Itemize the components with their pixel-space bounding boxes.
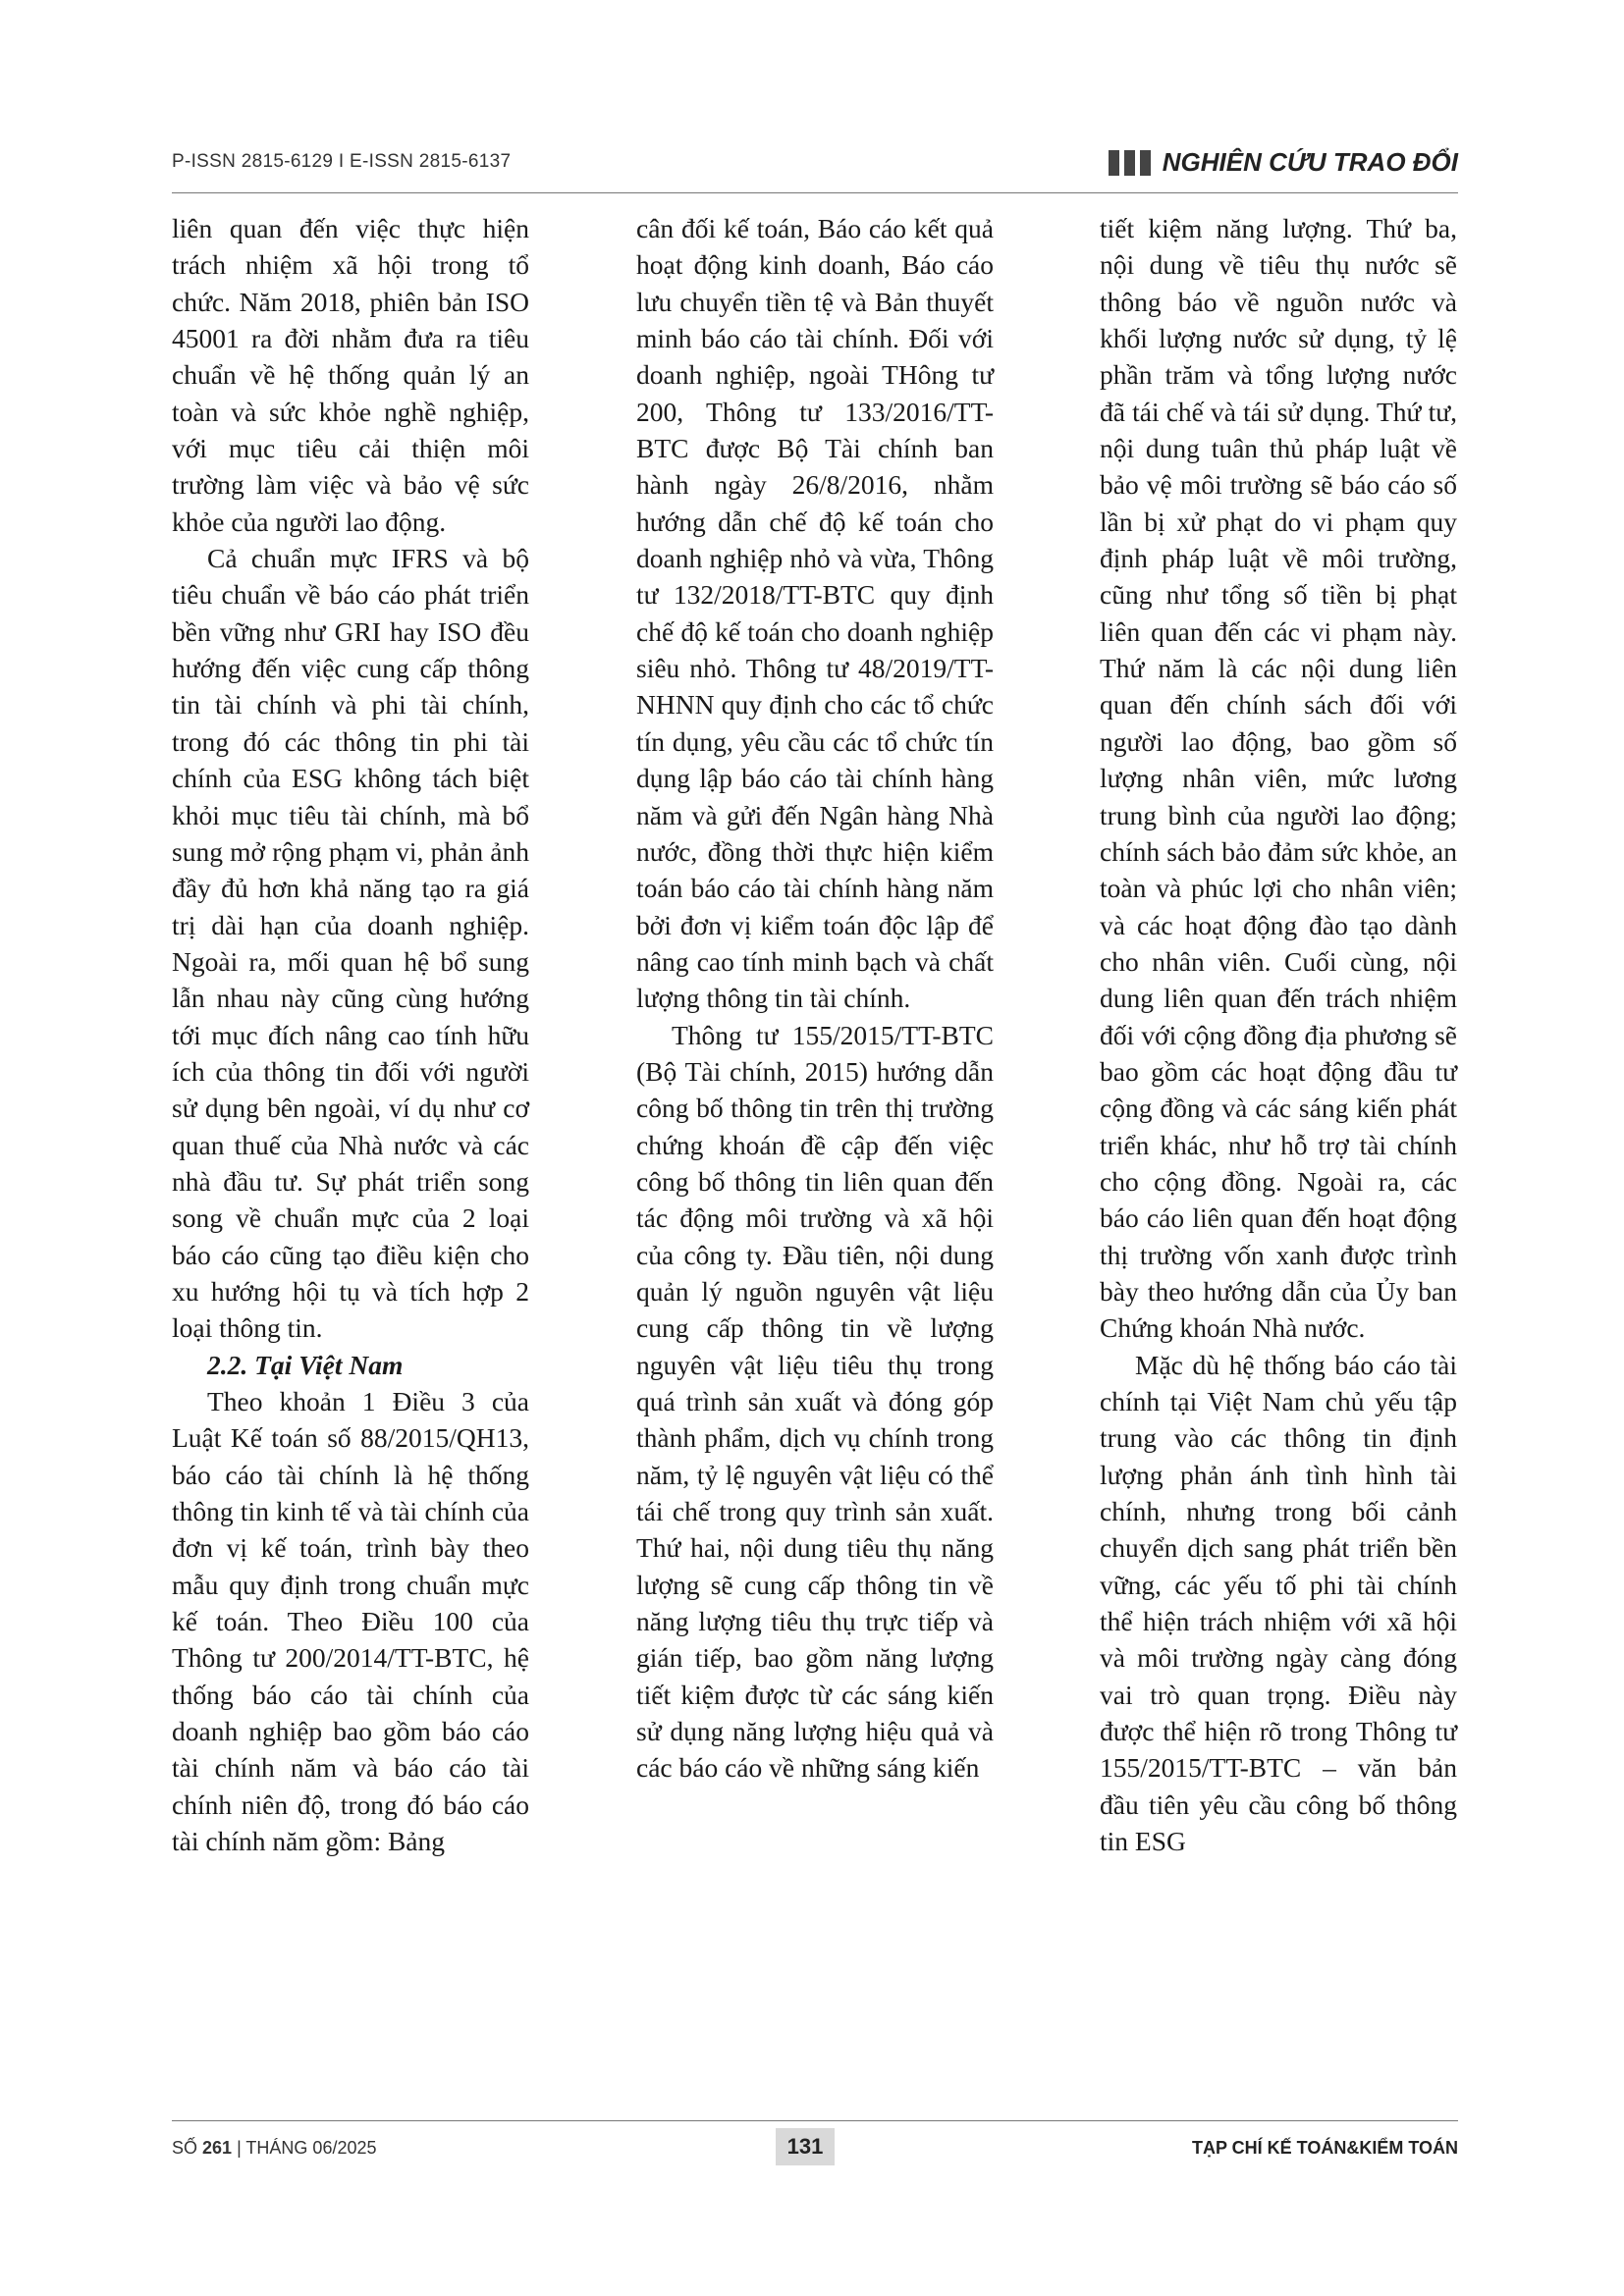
paragraph: Theo khoản 1 Điều 3 của Luật Kế toán số 88/2015/QH13, báo cáo tài chính là hệ thống thông tin kinh tế và tài chính của đơn vị kế toán, trình bày theo mẫu quy định trong chuẩn mực kế toán. Theo Điều 100 của Thông tư 200/2014/TT-BTC, hệ thống báo cáo tài chính của doanh nghiệp bao gồm báo cáo tài chính năm và báo cáo tài chính niên độ, trong đó báo cáo tài chính năm gồm: Bảng xyxy=(172,1386,529,1857)
paragraph: Cả chuẩn mực IFRS và bộ tiêu chuẩn về báo cáo phát triển bền vững như GRI hay ISO đều hướng đến việc cung cấp thông tin tài chính và phi tài chính, trong đó các thông tin phi tài chính của ESG không tách biệt khỏi mục tiêu tài chính, mà bổ sung mở rộng phạm vi, phản ảnh đầy đủ hơn khả năng tạo ra giá trị dài hạn của doanh nghiệp. Ngoài ra, mối quan hệ bổ sung lẫn nhau này cũng cùng hướng tới mục đích nâng cao tính hữu ích của thông tin đối với người sử dụng bên ngoài, ví dụ như cơ quan thuế của Nhà nước và các nhà đầu tư. Sự phát triển song song về chuẩn mực của 2 loại báo cáo cũng tạo điều kiện cho xu hướng hội tụ và tích hợp 2 loại thông tin. xyxy=(172,543,529,1344)
paragraph: cân đối kế toán, Báo cáo kết quả hoạt động kinh doanh, Báo cáo lưu chuyển tiền tệ và Bản thuyết minh báo cáo tài chính. Đối với doanh nghiệp, ngoài THông tư 200, Thông tư 133/2016/TT-BTC được Bộ Tài chính ban hành ngày 26/8/2016, nhằm hướng dẫn chế độ kế toán cho doanh nghiệp nhỏ và vừa, Thông tư 132/2018/TT-BTC quy định chế độ kế toán cho doanh nghiệp siêu nhỏ. Thông tư 48/2019/TT-NHNN quy định cho các tổ chức tín dụng, yêu cầu các tổ chức tín dụng lập báo cáo tài chính hàng năm và gửi đến Ngân hàng Nhà nước, đồng thời thực hiện kiểm toán báo cáo tài chính hàng năm bởi đơn vị kiểm toán độc lập để nâng cao tính minh bạch và chất lượng thông tin tài chính. xyxy=(636,213,994,1014)
column-1 xyxy=(172,210,529,1859)
header-divider xyxy=(172,192,1458,193)
column-3 xyxy=(1100,210,1457,1859)
section-label xyxy=(1109,147,1458,178)
issue-prefix: SỐ xyxy=(172,2138,198,2158)
page-footer xyxy=(172,2128,1458,2167)
paragraph: tiết kiệm năng lượng. Thứ ba, nội dung về tiêu thụ nước sẽ thông báo về nguồn nước và khối lượng nước sử dụng, tỷ lệ phần trăm và tổng lượng nước đã tái chế và tái sử dụng. Thứ tư, nội dung tuân thủ pháp luật về bảo vệ môi trường sẽ báo cáo số lần bị xử phạt do vi phạm quy định pháp luật về môi trường, cũng như tổng số tiền bị phạt liên quan đến các vi phạm này. Thứ năm là các nội dung liên quan đến chính sách đối với người lao động, bao gồm số lượng nhân viên, mức lương trung bình của người lao động; chính sách bảo đảm sức khỏe, an toàn và phúc lợi cho nhân viên; và các hoạt động đào tạo dành cho nhân viên. Cuối cùng, nội dung liên quan đến trách nhiệm đối với cộng đồng địa phương sẽ bao gồm các hoạt động đầu tư cộng đồng và các sáng kiến phát triển khác, như hỗ trợ tài chính cho cộng đồng. Ngoài ra, các báo cáo liên quan đến hoạt động thị trường vốn xanh được trình bày theo hướng dẫn của Ủy ban Chứng khoán Nhà nước. xyxy=(1100,213,1457,1344)
section-title: NGHIÊN CỨU TRAO ĐỔI xyxy=(1162,147,1458,177)
issue-info xyxy=(172,2138,377,2159)
issue-date: | THÁNG 06/2025 xyxy=(232,2138,377,2158)
page-header xyxy=(172,147,1458,187)
issn-line: P-ISSN 2815-6129 I E-ISSN 2815-6137 xyxy=(172,151,512,172)
journal-name: TẠP CHÍ KẾ TOÁN&KIỂM TOÁN xyxy=(1191,2138,1458,2158)
footer-divider xyxy=(172,2120,1458,2121)
issue-number: 261 xyxy=(202,2138,233,2158)
section-bars-icon xyxy=(1109,150,1151,176)
paragraph: liên quan đến việc thực hiện trách nhiệm xã hội trong tổ chức. Năm 2018, phiên bản ISO 45001 ra đời nhằm đưa ra tiêu chuẩn về hệ thống quản lý an toàn và sức khỏe nghề nghiệp, với mục tiêu cải thiện môi trường làm việc và bảo vệ sức khỏe của người lao động. xyxy=(172,213,529,537)
section-heading: 2.2. Tại Việt Nam xyxy=(207,1349,404,1380)
page-number: 131 xyxy=(776,2128,835,2165)
paragraph: Thông tư 155/2015/TT-BTC (Bộ Tài chính, 2015) hướng dẫn công bố thông tin trên thị trường chứng khoán đề cập đến việc công bố thông tin liên quan đến tác động môi trường và xã hội của công ty. Đầu tiên, nội dung quản lý nguồn nguyên vật liệu cung cấp thông tin về lượng nguyên vật liệu tiêu thụ trong quá trình sản xuất và đóng góp thành phẩm, dịch vụ chính trong năm, tỷ lệ nguyên vật liệu có thể tái chế trong quy trình sản xuất. Thứ hai, nội dung tiêu thụ năng lượng sẽ cung cấp thông tin về năng lượng tiêu thụ trực tiếp và gián tiếp, bao gồm năng lượng tiết kiệm được từ các sáng kiến sử dụng năng lượng hiệu quả và các báo cáo về những sáng kiến xyxy=(636,1019,994,1784)
column-2 xyxy=(636,210,994,1787)
paragraph: Mặc dù hệ thống báo cáo tài chính tại Việt Nam chủ yếu tập trung vào các thông tin định lượng phản ánh tình hình tài chính, nhưng trong bối cảnh chuyển dịch sang phát triển bền vững, các yếu tố phi tài chính thể hiện trách nhiệm với xã hội và môi trường ngày càng đóng vai trò quan trọng. Điều này được thể hiện rõ trong Thông tư 155/2015/TT-BTC – văn bản đầu tiên yêu cầu công bố thông tin ESG xyxy=(1100,1349,1457,1857)
